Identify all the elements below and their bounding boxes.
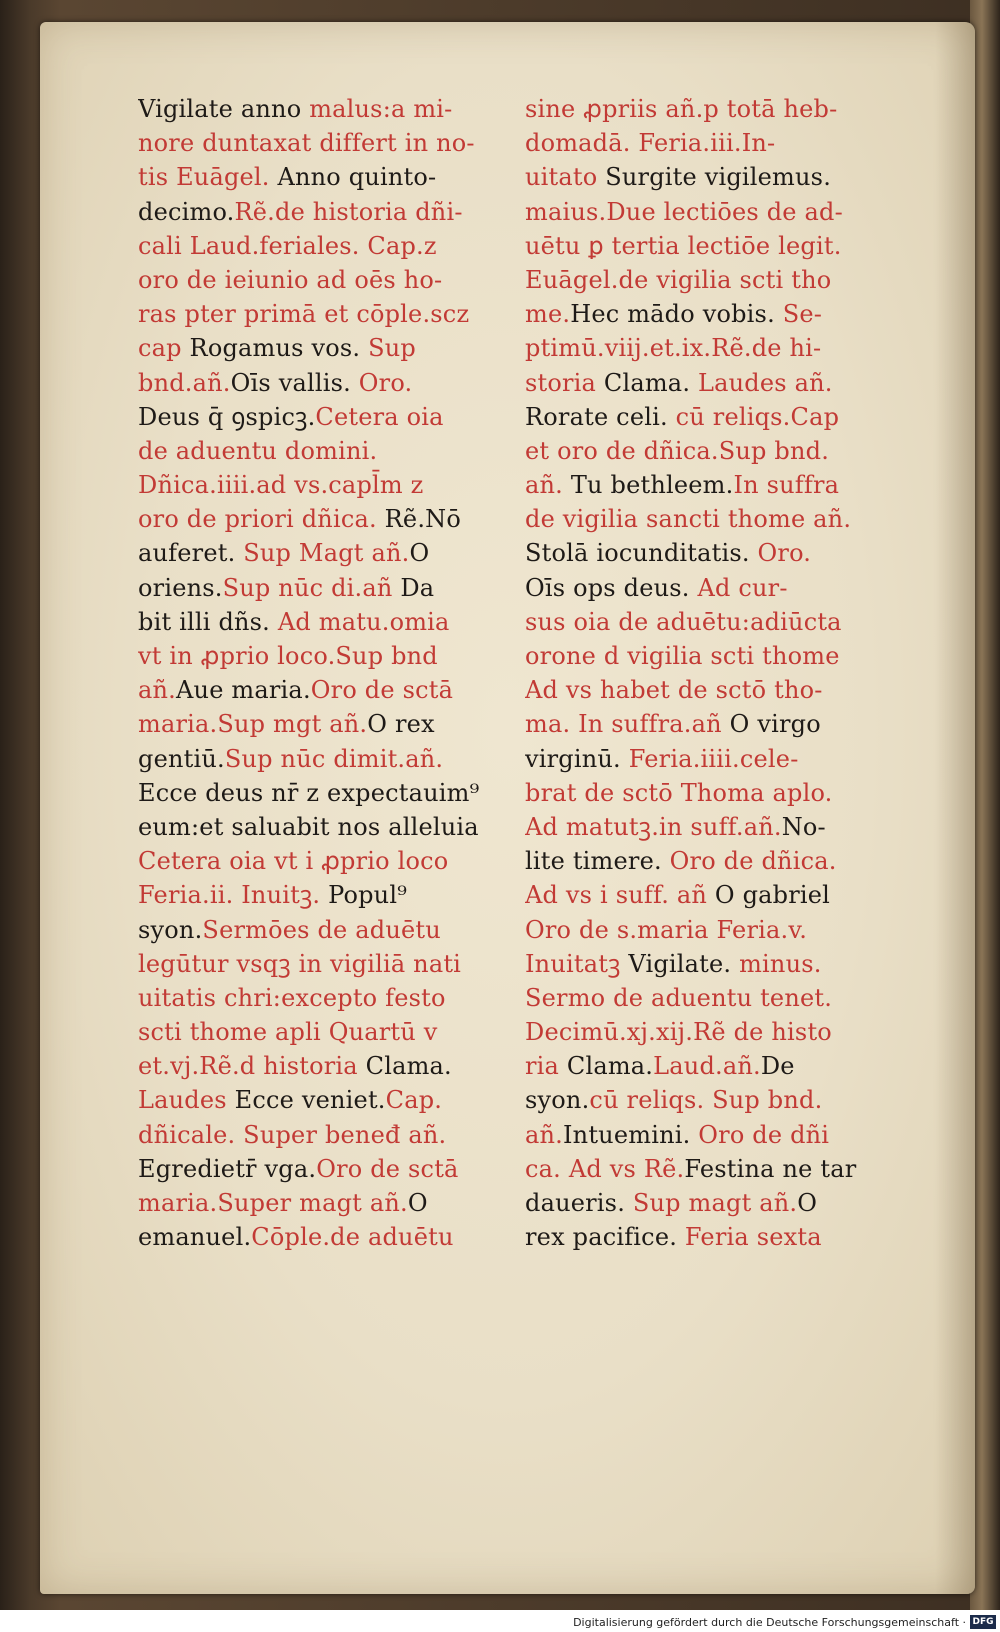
text-line — [138, 1186, 488, 1220]
text-line — [138, 536, 488, 570]
rubric-text: Sup Magt añ. — [235, 539, 410, 568]
text-line — [138, 742, 488, 776]
rubric-text: me. — [525, 300, 571, 329]
body-text: lite timere. — [525, 847, 662, 876]
body-text: Vigilate. — [620, 949, 732, 978]
body-text: O — [797, 1189, 818, 1217]
text-line — [525, 605, 875, 639]
text-line — [138, 947, 488, 981]
rubric-text: storia — [525, 368, 597, 397]
rubric-text: sus oia de aduētu:adiūcta — [525, 607, 842, 636]
text-line — [138, 366, 488, 400]
rubric-text: Sermo de aduentu tenet. — [525, 983, 833, 1012]
text-line — [138, 297, 488, 331]
text-line — [138, 878, 488, 912]
rubric-text: Oro. — [749, 539, 812, 568]
body-text: Tu bethleem. — [563, 471, 734, 500]
rubric-text: cap — [138, 334, 182, 363]
text-line — [525, 92, 875, 126]
rubric-text: Oro de s.maria Feria.v. — [525, 915, 808, 944]
body-text: Popul⁹ — [320, 881, 408, 910]
footer-bar — [0, 1610, 1000, 1632]
rubric-text: Sup nūc dimit.añ. — [224, 744, 444, 773]
text-line — [525, 947, 875, 981]
text-line — [525, 707, 875, 741]
body-text: Deus q̄ ꝯspicꝫ. — [138, 402, 316, 431]
dfg-logo: DFG — [970, 1615, 996, 1629]
text-line — [138, 776, 488, 810]
page-gutter-shadow — [935, 22, 975, 1594]
text-line — [525, 400, 875, 434]
text-line — [138, 1015, 488, 1049]
text-line — [138, 707, 488, 741]
rubric-text: Oro de sctā — [310, 676, 454, 705]
rubric-text: añ. — [525, 1120, 563, 1149]
body-text: Oīs vallis. — [230, 368, 351, 397]
body-text: Anno quinto- — [269, 163, 437, 192]
body-text: Intuemini. — [563, 1120, 691, 1149]
rubric-text: Oro de dñica. — [661, 847, 837, 876]
rubric-text: uitato — [525, 163, 598, 192]
rubric-text: Sup magt añ. — [625, 1189, 798, 1217]
body-text: auferet. — [138, 539, 236, 568]
text-line — [138, 605, 488, 639]
rubric-text: añ. — [138, 676, 176, 705]
text-line — [525, 468, 875, 502]
body-text: syon. — [138, 915, 203, 944]
body-text: Ecce deus nr̄ z expectauim⁹ — [138, 778, 480, 807]
text-line — [138, 331, 488, 365]
body-text: Da — [392, 573, 435, 602]
body-text: oriens. — [138, 573, 223, 602]
text-line — [525, 639, 875, 673]
rubric-text: bnd.añ. — [138, 368, 231, 397]
text-line — [138, 502, 488, 536]
text-line — [525, 1083, 875, 1117]
rubric-text: Ad cur- — [689, 573, 788, 602]
body-text: O — [407, 1189, 428, 1217]
text-line — [525, 1220, 875, 1254]
body-text: Oīs ops deus. — [525, 573, 690, 602]
rubric-text: cū reliqs.Cap — [667, 402, 840, 431]
text-line — [525, 1049, 875, 1083]
text-line — [525, 776, 875, 810]
text-line — [138, 434, 488, 468]
rubric-text: nore duntaxat differt in no- — [138, 129, 475, 158]
text-line — [138, 195, 488, 229]
rubric-text: oro de priori dñica. — [138, 505, 377, 534]
rubric-text: et oro de dñica.Sup bnd. — [525, 436, 830, 465]
text-column-left — [138, 92, 488, 1254]
rubric-text: Cōple.de aduētu — [251, 1223, 454, 1252]
rubric-text: domadā. Feria.iii.In- — [525, 129, 776, 158]
text-line — [525, 810, 875, 844]
text-line — [525, 913, 875, 947]
rubric-text: Ad vs i suff. añ — [525, 881, 708, 910]
body-text: Ecce veniet. — [226, 1086, 386, 1115]
rubric-text: ras pter primā et cōple.scz — [138, 300, 470, 329]
body-text: Clama. — [596, 368, 691, 397]
text-line — [525, 126, 875, 160]
text-line — [525, 878, 875, 912]
footer-credit: Digitalisierung gefördert durch die Deutsche Forschungsgemeinschaft · — [573, 1616, 966, 1629]
text-line — [525, 1186, 875, 1220]
text-line — [525, 366, 875, 400]
rubric-text: et.vj.Rẽ.d historia — [138, 1052, 358, 1081]
rubric-text: brat de sctō Thoma aplo. — [525, 778, 833, 807]
text-line — [525, 229, 875, 263]
body-text: No- — [781, 812, 826, 841]
text-line — [525, 844, 875, 878]
rubric-text: cū reliqs. Sup bnd. — [589, 1086, 823, 1115]
text-line — [525, 536, 875, 570]
rubric-text: legūtur vsqꝫ in vigiliā nati — [138, 949, 462, 978]
body-text: O gabriel — [707, 881, 831, 910]
rubric-text: Rẽ.de historia dñi- — [234, 197, 463, 226]
text-line — [138, 1152, 488, 1186]
rubric-text: scti thome apli Quartū v — [138, 1018, 438, 1047]
text-line — [525, 502, 875, 536]
rubric-text: ria — [525, 1052, 560, 1081]
body-text: Rẽ.Nō — [376, 505, 461, 534]
rubric-text: Sup — [360, 334, 416, 363]
body-text: De — [760, 1052, 795, 1081]
text-line — [138, 1049, 488, 1083]
rubric-text: Laudes — [138, 1086, 227, 1115]
text-line — [138, 229, 488, 263]
rubric-text: Se- — [774, 300, 823, 329]
rubric-text: Inuitatꝫ — [525, 949, 621, 978]
body-text: eum:et saluabit nos alleluia — [138, 812, 479, 841]
rubric-text: ptimū.viij.et.ix.Rẽ.de hi- — [525, 334, 822, 363]
text-line — [138, 263, 488, 297]
text-line — [525, 1118, 875, 1152]
body-text: bit illi dñs. — [138, 607, 271, 636]
rubric-text: de vigilia sancti thome añ. — [525, 505, 852, 534]
body-text: virginū. — [525, 744, 621, 773]
body-text: O — [409, 539, 430, 568]
text-column-right — [525, 92, 875, 1254]
body-text: O virgo — [721, 710, 821, 739]
body-text: Vigilate anno — [138, 95, 302, 123]
rubric-text: Ad vs Rẽ. — [560, 1154, 685, 1183]
body-text: gentiū. — [138, 744, 225, 773]
rubric-text: maria.Super magt añ. — [138, 1189, 408, 1217]
rubric-text: uētu ꝑ tertia lectiōe legit. — [525, 231, 842, 260]
rubric-text: oro de ieiunio ad oēs ho- — [138, 265, 443, 294]
text-line — [525, 331, 875, 365]
rubric-text: orone d vigilia scti thome — [525, 642, 840, 670]
text-line — [138, 571, 488, 605]
rubric-text: Dñica.iiii.ad vs.capl̄m z — [138, 471, 424, 500]
text-line — [525, 195, 875, 229]
text-line — [525, 1152, 875, 1186]
text-line — [138, 844, 488, 878]
body-text: syon. — [525, 1086, 590, 1115]
rubric-text: Ad vs habet de sctō tho- — [525, 676, 823, 705]
body-text: Stolā iocunditatis. — [525, 539, 750, 568]
rubric-text: añ. — [525, 471, 563, 500]
rubric-text: Laudes añ. — [690, 368, 833, 397]
rubric-text: uitatis chri:excepto festo — [138, 983, 446, 1012]
rubric-text: Oro de sctā — [316, 1154, 459, 1183]
body-text: decimo. — [138, 197, 235, 226]
rubric-text: Cap. — [385, 1086, 443, 1115]
body-text: Clama. — [357, 1052, 452, 1081]
body-text: Rogamus vos. — [181, 334, 361, 363]
rubric-text: Cetera oia — [315, 402, 444, 431]
rubric-text: tis Euāgel. — [138, 163, 270, 192]
rubric-text: Laud.añ. — [653, 1052, 761, 1081]
rubric-text: Feria.iiii.cele- — [620, 744, 799, 773]
rubric-text: de aduentu domini. — [138, 436, 378, 465]
rubric-text: Sup nūc di.añ — [222, 573, 393, 602]
body-text: O rex — [367, 710, 435, 739]
text-line — [525, 742, 875, 776]
text-line — [525, 297, 875, 331]
body-text: Aue maria. — [176, 676, 311, 705]
body-text: emanuel. — [138, 1223, 252, 1252]
body-text: Rorate celi. — [525, 402, 668, 431]
body-text: Egredietr̄ vga. — [138, 1154, 317, 1183]
rubric-text: ma. In suffra.añ — [525, 710, 722, 739]
rubric-text: Oro. — [350, 368, 413, 397]
body-text: daueris. — [525, 1189, 626, 1217]
rubric-text: Euāgel.de vigilia scti tho — [525, 265, 832, 294]
text-line — [138, 981, 488, 1015]
text-line — [138, 1220, 488, 1254]
body-text: Surgite vigilemus. — [597, 163, 832, 192]
text-line — [525, 434, 875, 468]
body-text: rex pacifice. — [525, 1223, 678, 1252]
text-line — [138, 810, 488, 844]
text-line — [138, 1118, 488, 1152]
text-line — [138, 126, 488, 160]
rubric-text: minus. — [731, 949, 822, 978]
rubric-text: malus:a mi- — [301, 95, 453, 123]
rubric-text: Feria.ii. Inuitꝫ. — [138, 881, 321, 910]
rubric-text: Ad matutꝫ.in suff.añ. — [525, 812, 782, 841]
rubric-text: Cetera oia vt i ꝓprio loco — [138, 847, 449, 876]
body-text: Festina ne tar — [684, 1154, 857, 1183]
text-line — [138, 913, 488, 947]
text-line — [138, 673, 488, 707]
text-line — [138, 639, 488, 673]
rubric-text: maius.Due lectiōes de ad- — [525, 197, 843, 226]
rubric-text: Oro de dñi — [690, 1120, 830, 1149]
text-line — [525, 160, 875, 194]
rubric-text: Ad matu.omia — [270, 607, 450, 636]
text-line — [525, 673, 875, 707]
rubric-text: maria.Sup mgt añ. — [138, 710, 368, 739]
rubric-text: cali Laud.feriales. Cap.z — [138, 231, 437, 260]
body-text: Clama. — [559, 1052, 654, 1081]
rubric-text: dñicale. Super beneđ añ. — [138, 1120, 447, 1149]
rubric-text: vt in ꝓprio loco.Sup bnd — [138, 642, 438, 670]
rubric-text: sine ꝓpriis añ.p totā heb- — [525, 95, 838, 123]
rubric-text: Feria sexta — [677, 1223, 822, 1252]
text-line — [525, 571, 875, 605]
body-text: Hec mādo vobis. — [570, 300, 775, 329]
text-line — [138, 160, 488, 194]
text-line — [525, 263, 875, 297]
rubric-text: Sermōes de aduētu — [202, 915, 441, 944]
text-line — [525, 981, 875, 1015]
rubric-text: ca. — [525, 1154, 561, 1183]
text-line — [138, 92, 488, 126]
text-line — [525, 1015, 875, 1049]
rubric-text: In suffra — [733, 471, 840, 500]
rubric-text: Decimū.xj.xij.Rẽ de histo — [525, 1018, 832, 1047]
text-line — [138, 468, 488, 502]
text-line — [138, 1083, 488, 1117]
text-line — [138, 400, 488, 434]
